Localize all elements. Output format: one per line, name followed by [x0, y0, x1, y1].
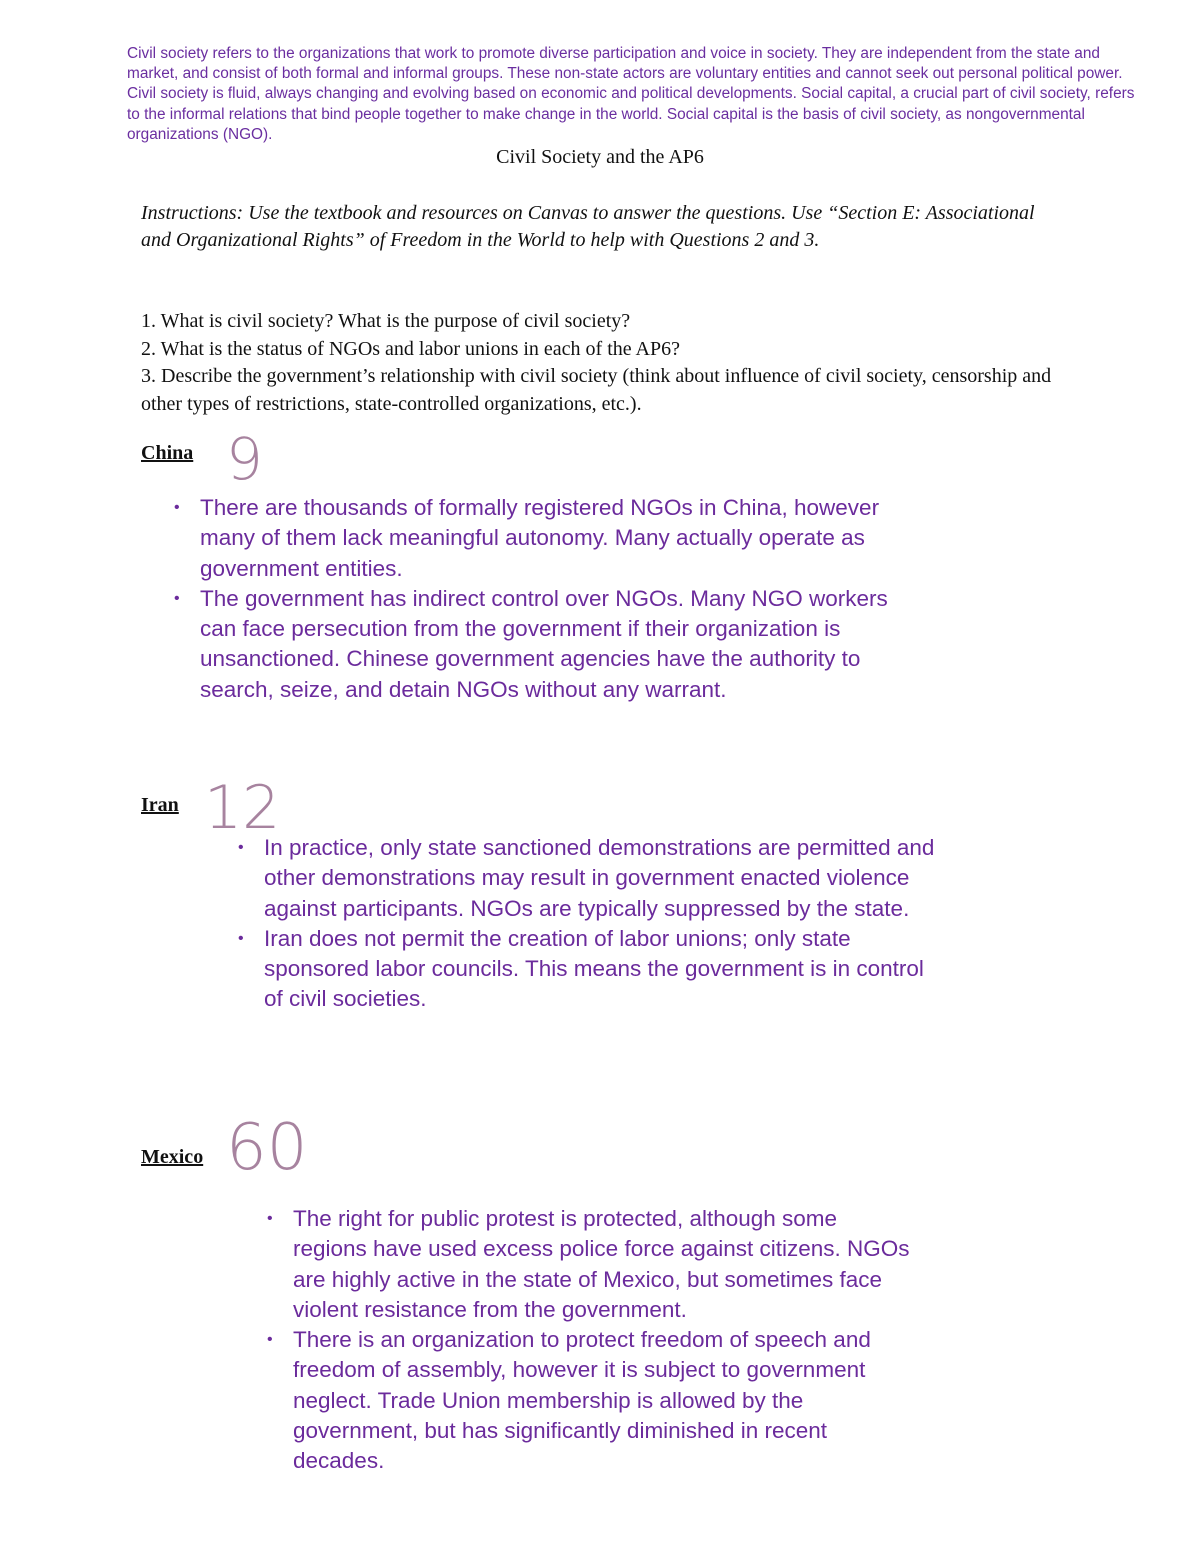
- heading-china: China: [141, 442, 194, 464]
- question-1: 1. What is civil society? What is the purpose of civil society?: [141, 310, 631, 332]
- handwritten-score-china: 9: [226, 425, 263, 493]
- list-item: [267, 1325, 913, 1476]
- bullet-icon: •: [267, 1331, 273, 1349]
- list-item: [267, 1204, 913, 1325]
- answer-text: The government has indirect control over NGOs. Many NGO workers can face persecution from the government if their organization is unsanctioned. Chinese government agencies have the authority to search, seize, and detain NGOs without any warrant.: [200, 585, 888, 702]
- instructions: Instructions: Use the textbook and resources on Canvas to answer the questions. Use “Section E: Associational and Organizational Rights” of Freedom in the World to help with Questions 2 and 3.: [141, 202, 1035, 251]
- answer-list-iran: [238, 833, 944, 1015]
- heading-iran: Iran: [141, 794, 179, 816]
- handwritten-score-mexico: 60: [226, 1111, 308, 1185]
- document-title: Civil Society and the AP6: [496, 146, 704, 168]
- intro-paragraph: Civil society refers to the organizations that work to promote diverse participation and voice in society. They are independent from the state and market, and consist of both formal and informal groups. These non-state actors are voluntary entities and cannot seek out personal political power. Civil society is fluid, always changing and evolving based on economic and political developments. Social capital, a crucial part of civil society, refers to the informal relations that bind people together to make change in the world. Social capital is the basis of civil society, as nongovernmental organizations (NGO).: [127, 45, 1135, 143]
- question-2: 2. What is the status of NGOs and labor unions in each of the AP6?: [141, 337, 680, 360]
- answer-list-china: [174, 493, 900, 705]
- answer-text: There is an organization to protect freedom of speech and freedom of assembly, however it is subject to government neglect. Trade Union membership is allowed by the government, but has significantly diminished in recent decades.: [293, 1327, 871, 1474]
- bullet-icon: •: [267, 1210, 273, 1227]
- list-item: [238, 924, 944, 1015]
- bullet-icon: •: [238, 929, 244, 947]
- answer-text: The right for public protest is protected, although some regions have used excess police force against citizens. NGOs are highly active in the state of Mexico, but sometimes face violent resistance from the government.: [293, 1206, 910, 1322]
- bullet-icon: •: [174, 589, 180, 607]
- answer-text: There are thousands of formally registered NGOs in China, however many of them lack meaningful autonomy. Many actually operate as government entities.: [200, 495, 880, 581]
- list-item: [238, 833, 944, 924]
- list-item: [174, 493, 900, 584]
- answer-list-mexico: [267, 1204, 913, 1477]
- bullet-icon: •: [238, 839, 244, 856]
- heading-mexico: Mexico: [141, 1146, 204, 1168]
- answer-text: In practice, only state sanctioned demonstrations are permitted and other demonstrations may result in government enacted violence against participants. NGOs are typically suppressed by the state.: [264, 835, 935, 921]
- list-item: [174, 584, 900, 705]
- answer-text: Iran does not permit the creation of labor unions; only state sponsored labor councils. This means the government is in control of civil societies.: [264, 925, 924, 1012]
- question-list: [141, 308, 1061, 418]
- bullet-icon: •: [174, 499, 180, 516]
- handwritten-score-iran: 12: [204, 773, 281, 843]
- question-3: 3. Describe the government’s relationship with civil society (think about influence of civil society, censorship and other types of restrictions, state-controlled organizations, etc.).: [141, 365, 1052, 415]
